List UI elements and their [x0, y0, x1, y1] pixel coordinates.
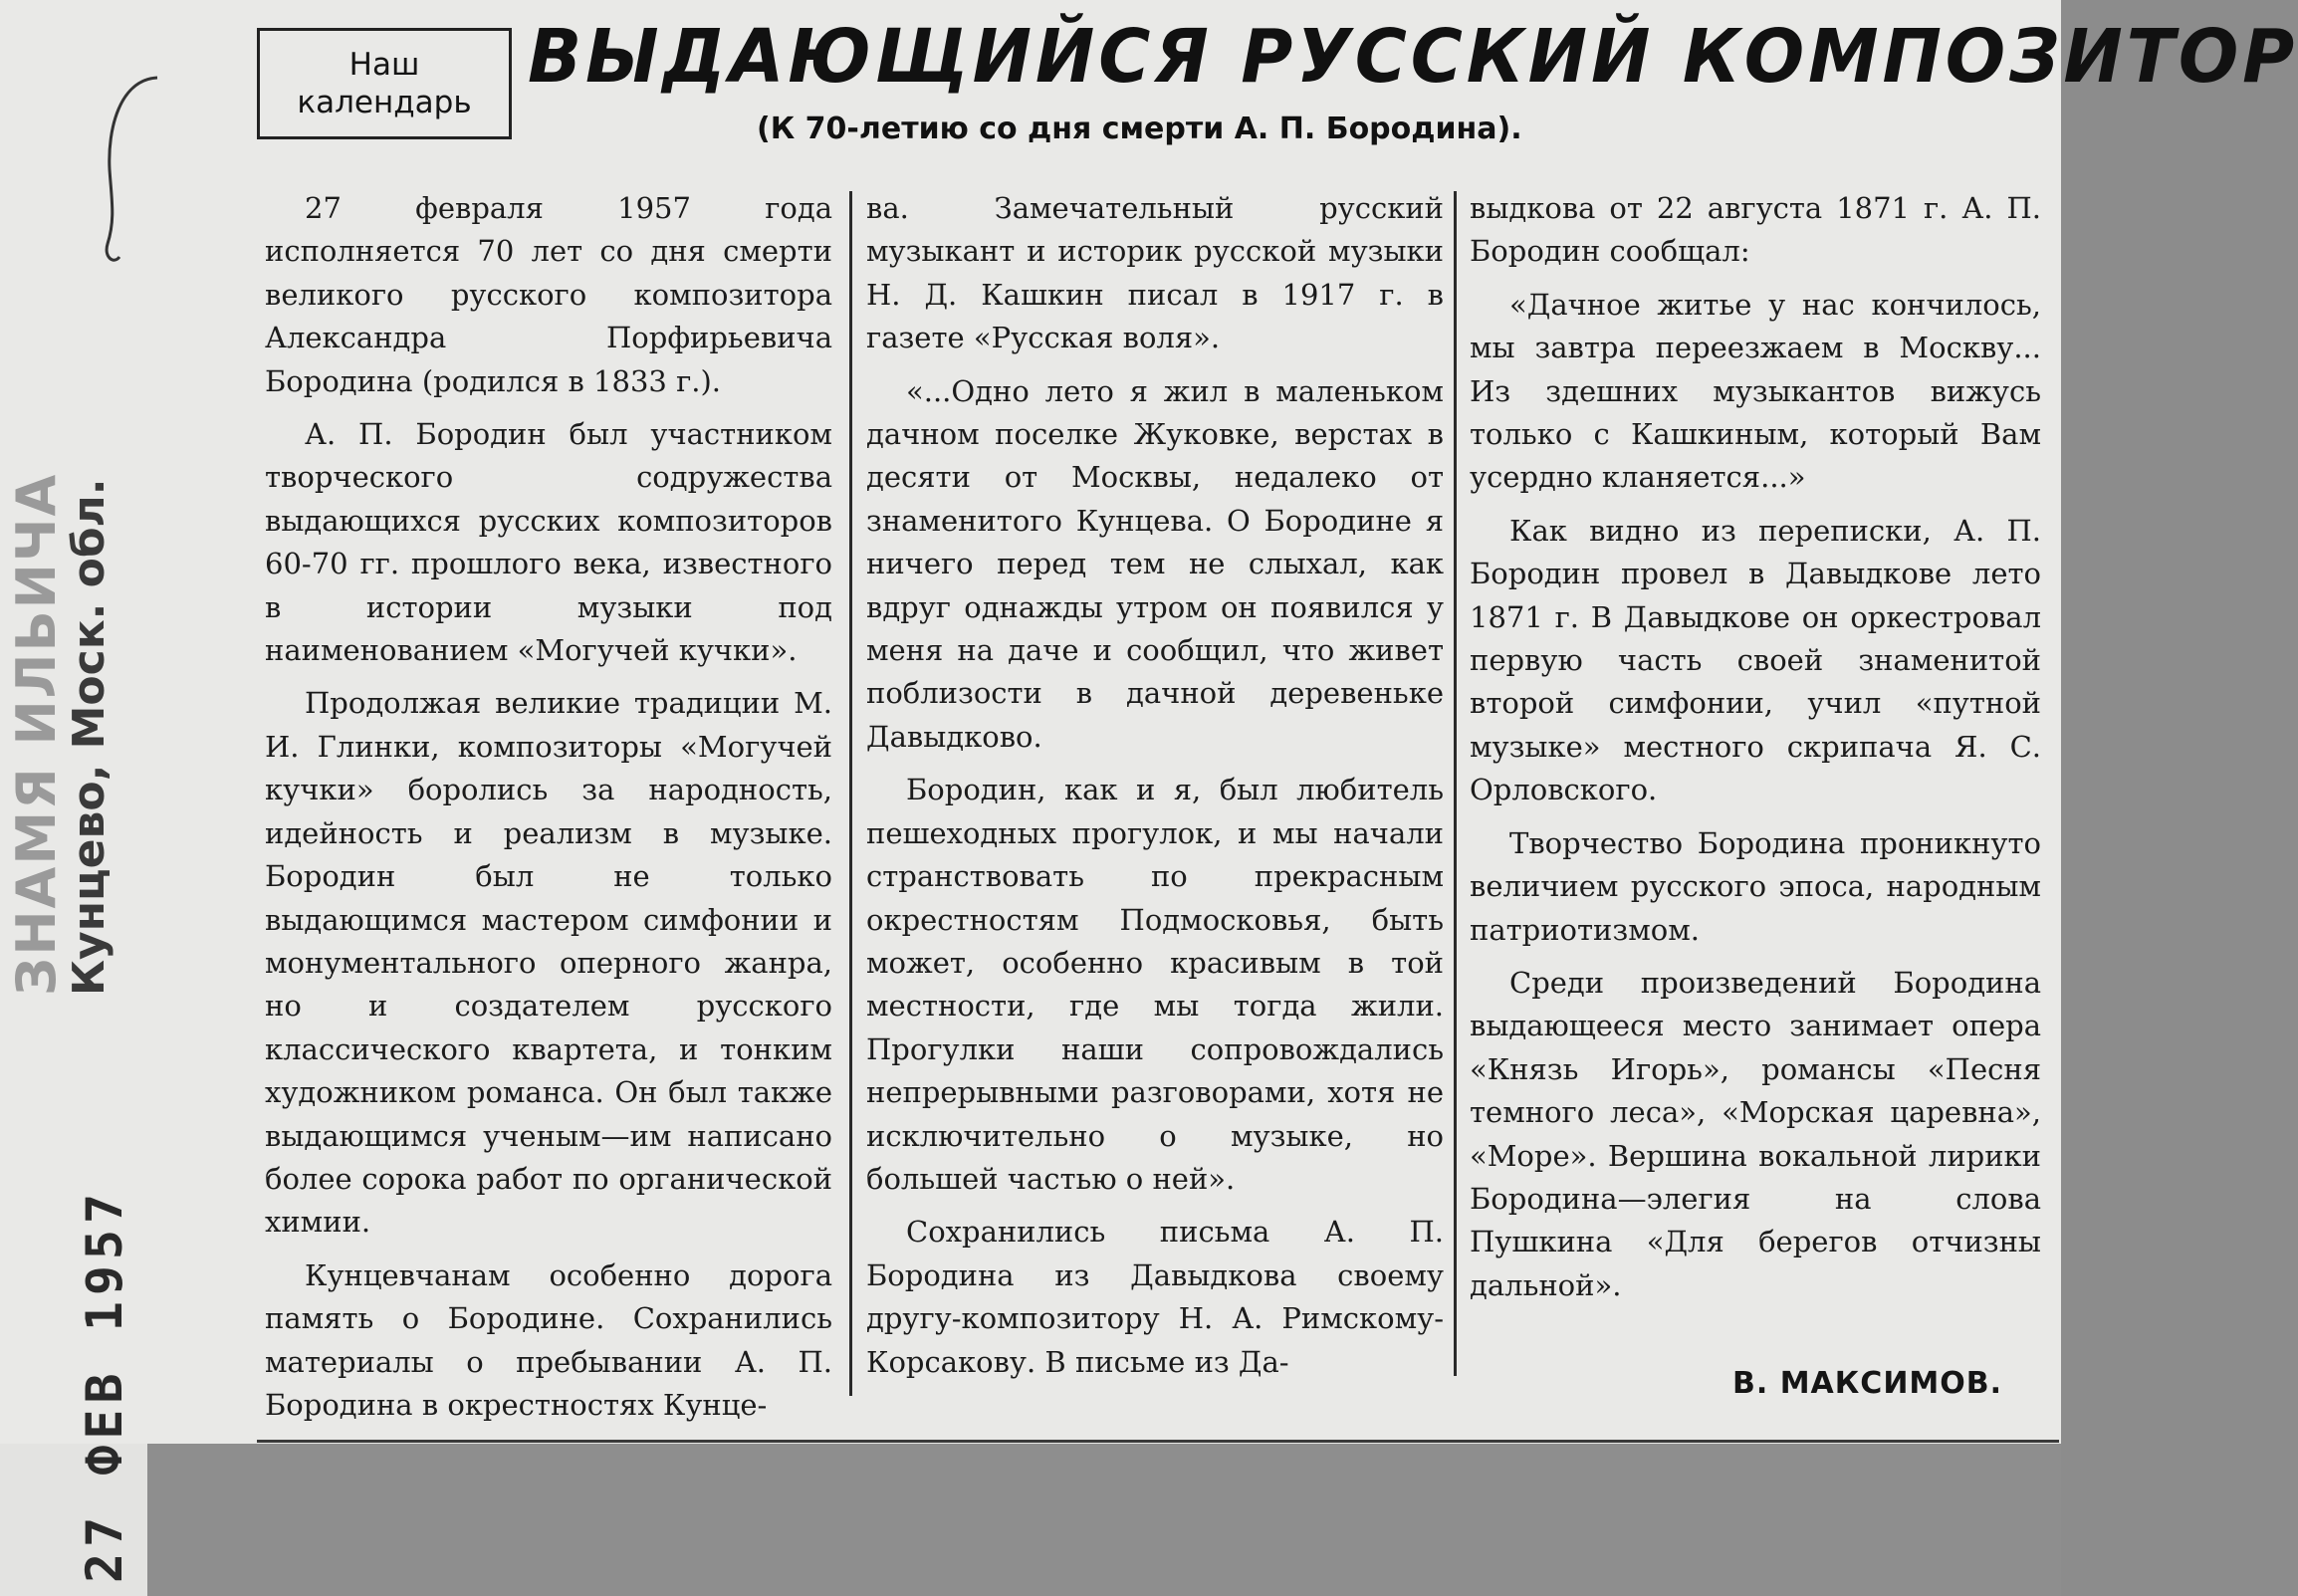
paragraph: Как видно из переписки, А. П. Бородин провел в Давыдкове лето 1871 г. В Давыдкове он оркестровал первую часть своей знаменитой второй симфонии, учил «путной музыке» местного скрипача Я. С. Орловского. — [1470, 513, 2041, 807]
column-divider — [1454, 191, 1457, 1376]
rubric-line-2: календарь — [297, 85, 472, 120]
clipping-bottom-edge — [257, 1440, 2059, 1443]
paragraph: Бородин, как и я, был любитель пешеходных прогулок, и мы начали странствовать по прекрасным окрестностям Подмосковья, быть может, особенно красивым в той местности, где мы тогда жили. Прогулки наши сопровождались непрерывными разговорами, хотя не исключительно о музыке, но большей частью о ней». — [866, 773, 1444, 1196]
article-column-3 — [1470, 187, 2041, 1317]
newspaper-stamp — [5, 472, 119, 996]
paragraph: А. П. Бородин был участником творческого содружества выдающихся русских композиторов 60-70 гг. прошлого века, известного в истории музыки под наименованием «Могучей кучки». — [265, 417, 832, 668]
stamp-newspaper-name: ЗНАМЯ ИЛЬИЧА — [5, 472, 68, 996]
paragraph: ва. Замечательный русский музыкант и историк русской музыки Н. Д. Кашкин писал в 1917 г. в газете «Русская воля». — [866, 191, 1444, 355]
paragraph: Среди произведений Бородина выдающееся место занимает опера «Князь Игорь», романсы «Песня темного леса», «Морская царевна», «Море». Вершина вокальной лирики Бородина—элегия на слова Пушкина «Для берегов отчизны дальной». — [1470, 965, 2041, 1302]
subtitle: (К 70-летию со дня смерти А. П. Бородина). — [757, 112, 1522, 146]
paragraph: 27 февраля 1957 года исполняется 70 лет со дня смерти великого русского композитора Александра Порфирьевича Бородина (родился в 1833 г.). — [265, 191, 832, 398]
rubric-box — [257, 28, 512, 139]
background-board — [147, 1444, 2061, 1596]
paragraph: Сохранились письма А. П. Бородина из Давыдкова своему другу-композитору Н. А. Римскому-Корсакову. В письме из Да- — [866, 1215, 1444, 1379]
paragraph: Продолжая великие традиции М. И. Глинки, композиторы «Могучей кучки» боролись за народность, идейность и реализм в музыке. Бородин был не только выдающимся мастером симфонии и монументального оперного жанра, но и создателем русского классического квартета, и тонким художником романса. Он был также выдающимся ученым—им написано более сорока работ по органической химии. — [265, 686, 832, 1240]
date-stamp — [70, 1187, 139, 1583]
paragraph: выдкова от 22 августа 1871 г. А. П. Бородин сообщал: — [1470, 191, 2041, 269]
stamp-date-text: 27 ФЕВ 1957 — [76, 1187, 133, 1583]
quote-paragraph: «...Одно лето я жил в маленьком дачном поселке Жуковке, верстах в десяти от Москвы, недалеко от знаменитого Кунцева. О Бородине я ничего перед тем не слыхал, как вдруг однажды утром он появился у меня на даче и сообщил, что живет поблизости в дачной деревеньке Давыдково. — [866, 373, 1444, 754]
quote-paragraph: «Дачное житье у нас кончилось, мы завтра переезжаем в Москву... Из здешних музыкантов вижусь только с Кашкиным, который Вам усердно кланяется...» — [1470, 287, 2041, 495]
pencil-mark-icon — [80, 70, 169, 269]
article-column-2 — [866, 187, 1444, 1394]
article-column-1 — [265, 187, 832, 1437]
column-divider — [849, 191, 852, 1396]
paragraph: Кунцевчанам особенно дорога память о Бородине. Сохранились материалы о пребывании А. П. Бородина в окрестностях Кунце- — [265, 1257, 832, 1422]
rubric-line-1: Наш — [348, 47, 420, 83]
author-signature: В. МАКСИМОВ. — [1732, 1366, 2003, 1401]
stamp-place: Кунцево, Моск. обл. — [64, 478, 115, 996]
headline: ВЫДАЮЩИЙСЯ РУССКИЙ КОМПОЗИТОР — [528, 14, 2298, 100]
paragraph: Творчество Бородина проникнуто величием русского эпоса, народным патриотизмом. — [1470, 825, 2041, 947]
